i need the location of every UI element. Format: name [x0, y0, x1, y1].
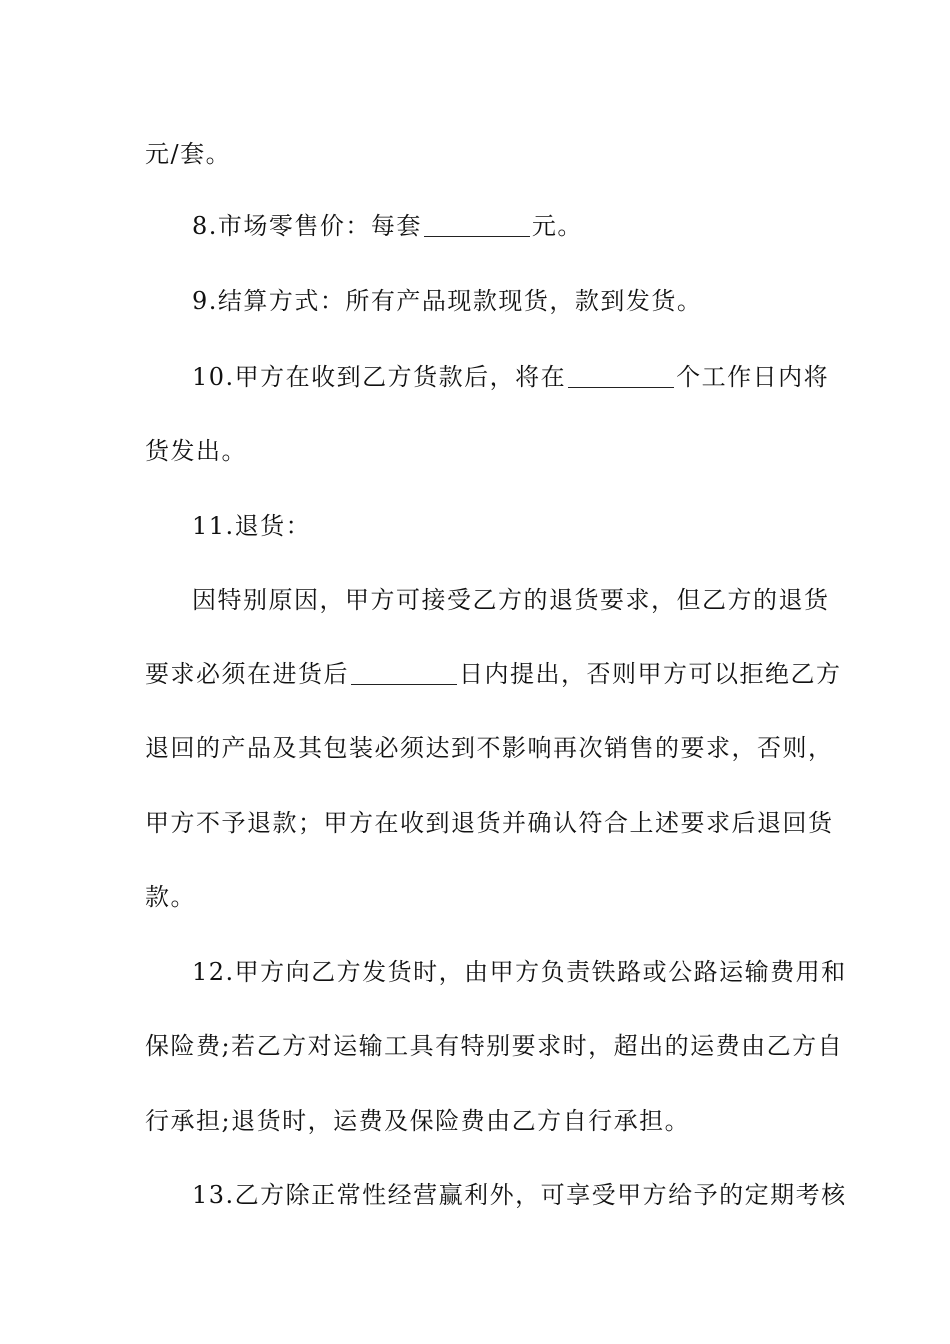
- line-text: 10.甲方在收到乙方货款后，将在: [192, 363, 567, 391]
- line-text: 11.退货：: [192, 512, 312, 540]
- text-line: [192, 206, 583, 246]
- line-text: 12.甲方向乙方发货时，由甲方负责铁路或公路运输费用和: [192, 958, 847, 986]
- line-text: 个工作日内将: [676, 363, 830, 391]
- fill-in-blank: [424, 212, 530, 237]
- fill-in-blank: [568, 363, 674, 388]
- fill-in-blank: [351, 660, 457, 685]
- line-text: 行承担;退货时，运费及保险费由乙方自行承担。: [145, 1107, 691, 1135]
- text-line: [145, 134, 231, 174]
- line-text: 13.乙方除正常性经营赢利外，可享受甲方给予的定期考核: [192, 1181, 847, 1209]
- line-text: 款。: [145, 883, 196, 911]
- text-line: [192, 1175, 847, 1215]
- line-text: 货发出。: [145, 437, 247, 465]
- line-text: 退回的产品及其包装必须达到不影响再次销售的要求，否则，: [145, 734, 834, 762]
- text-line: [145, 1101, 690, 1141]
- line-text: 元。: [531, 212, 583, 240]
- line-text: 日内提出，否则甲方可以拒绝乙方: [459, 660, 842, 688]
- text-line: [145, 803, 834, 843]
- text-line: [145, 1026, 843, 1066]
- text-line: [145, 877, 196, 917]
- text-line: [145, 654, 842, 694]
- text-line: [145, 728, 834, 768]
- text-line: [192, 506, 311, 546]
- text-line: [192, 281, 702, 321]
- line-text: 保险费;若乙方对运输工具有特别要求时，超出的运费由乙方自: [145, 1032, 844, 1060]
- line-text: 因特别原因，甲方可接受乙方的退货要求，但乙方的退货: [192, 586, 830, 614]
- text-line: [192, 580, 830, 620]
- line-text: 8.市场零售价：每套: [192, 212, 422, 240]
- line-text: 9.结算方式：所有产品现款现货，款到发货。: [192, 287, 703, 315]
- text-line: [192, 357, 829, 397]
- text-line: [192, 952, 847, 992]
- line-text: 要求必须在进货后: [145, 660, 349, 688]
- line-text: 元/套。: [145, 140, 232, 168]
- line-text: 甲方不予退款；甲方在收到退货并确认符合上述要求后退回货: [145, 809, 834, 837]
- text-line: [145, 431, 247, 471]
